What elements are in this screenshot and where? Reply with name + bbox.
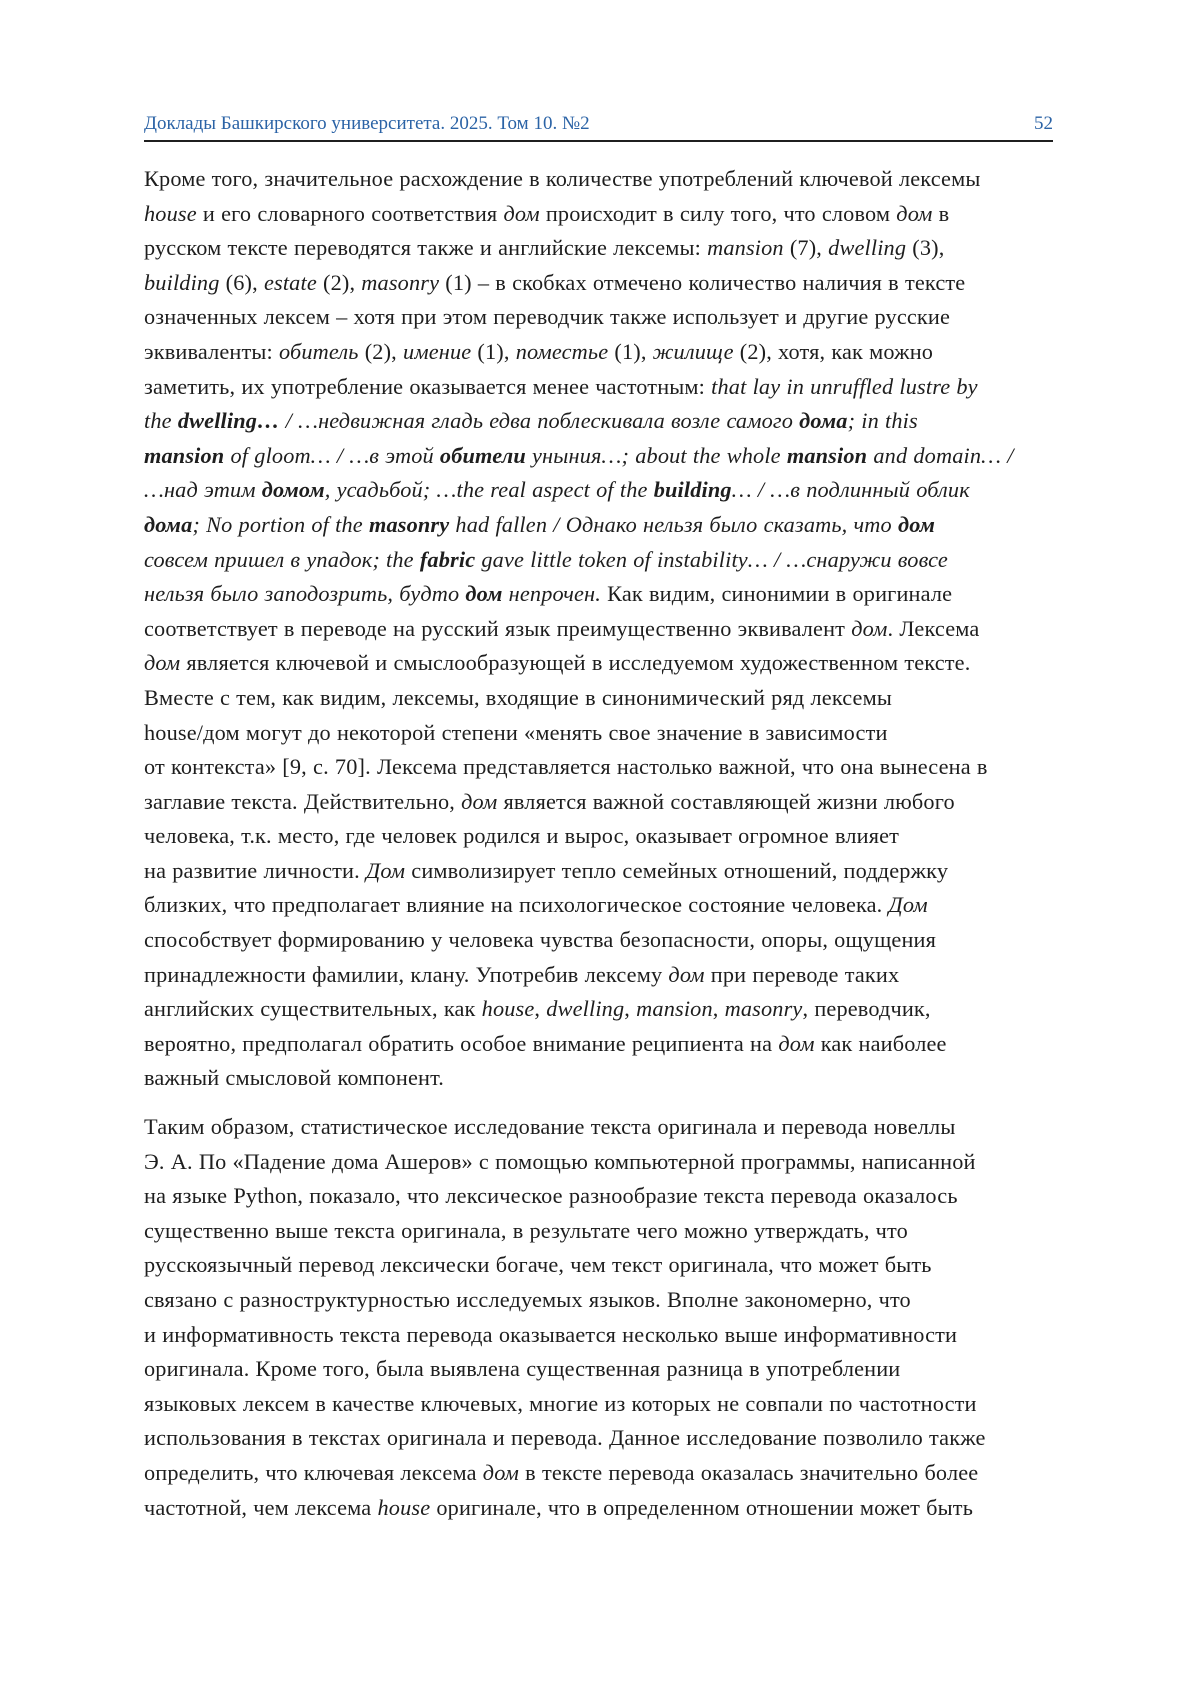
- italic-run: обитель: [279, 339, 359, 364]
- text-run: . Лексема: [887, 616, 979, 641]
- text-line: [144, 1318, 1074, 1353]
- bold-italic-run: обители: [440, 443, 526, 468]
- italic-run: …над этим: [144, 477, 262, 502]
- italic-run: dwelling: [828, 235, 906, 260]
- italic-run: house: [144, 201, 197, 226]
- text-run: эквиваленты:: [144, 339, 279, 364]
- text-run: (7),: [784, 235, 828, 260]
- text-line: [144, 1248, 1074, 1283]
- text-run: на языке Python, показало, что лексическое разнообразие текста перевода оказалось: [144, 1183, 958, 1208]
- text-run: (2),: [359, 339, 403, 364]
- text-line: [144, 750, 1074, 785]
- text-line: [144, 473, 1074, 508]
- paragraph: [144, 162, 1074, 1096]
- italic-run: дом: [668, 962, 704, 987]
- text-run: является важной составляющей жизни любого: [497, 789, 954, 814]
- italic-run: / …недвижная гладь едва поблескивала возле самого: [280, 408, 800, 433]
- text-line: [144, 1491, 1074, 1526]
- italic-run: of gloom… / …в этой: [224, 443, 440, 468]
- italic-run: совсем пришел в упадок; the: [144, 547, 420, 572]
- italic-run: дом: [144, 650, 180, 675]
- text-run: заметить, их употребление оказывается менее частотным:: [144, 374, 711, 399]
- text-run: на развитие личности.: [144, 858, 366, 883]
- text-run: (3),: [906, 235, 944, 260]
- text-line: [144, 785, 1074, 820]
- text-line: [144, 646, 1074, 681]
- bold-italic-run: дома: [799, 408, 847, 433]
- italic-run: дом: [503, 201, 539, 226]
- text-run: (6),: [220, 270, 264, 295]
- text-line: [144, 681, 1074, 716]
- text-line: [144, 335, 1074, 370]
- italic-run: house: [377, 1495, 430, 1520]
- text-line: [144, 1352, 1074, 1387]
- text-run: русскоязычный перевод лексически богаче, чем текст оригинала, что может быть: [144, 1252, 932, 1277]
- text-run: символизирует тепло семейных отношений, поддержку: [405, 858, 948, 883]
- text-line: [144, 958, 1074, 993]
- text-line: [144, 543, 1074, 578]
- italic-run: жилище: [653, 339, 734, 364]
- italic-run: ; No portion of the: [192, 512, 369, 537]
- text-run: Таким образом, статистическое исследование текста оригинала и перевода новеллы: [144, 1114, 955, 1139]
- text-line: [144, 231, 1074, 266]
- italic-run: имение: [403, 339, 471, 364]
- text-run: в тексте перевода оказалась значительно более: [519, 1460, 978, 1485]
- italic-run: and domain… /: [867, 443, 1013, 468]
- text-run: (1),: [608, 339, 652, 364]
- text-line: [144, 612, 1074, 647]
- text-line: [144, 1027, 1074, 1062]
- italic-run: Дом: [889, 892, 928, 917]
- text-run: как наиболее: [815, 1031, 947, 1056]
- italic-run: дом: [851, 616, 887, 641]
- text-run: использования в текстах оригинала и перевода. Данное исследование позволило также: [144, 1425, 986, 1450]
- bold-italic-run: домом: [262, 477, 325, 502]
- italic-run: the: [144, 408, 178, 433]
- text-run: означенных лексем – хотя при этом переводчик также использует и другие русские: [144, 304, 950, 329]
- text-run: является ключевой и смыслообразующей в исследуемом художественном тексте.: [180, 650, 970, 675]
- text-run: ,: [713, 996, 725, 1021]
- bold-italic-run: masonry: [369, 512, 449, 537]
- text-run: происходит в силу того, что словом: [540, 201, 897, 226]
- text-run: человека, т.к. место, где человек родился и вырос, оказывает огромное влияет: [144, 823, 899, 848]
- italic-run: поместье: [516, 339, 609, 364]
- italic-run: Дом: [366, 858, 405, 883]
- text-line: [144, 439, 1074, 474]
- text-run: оригинале, что в определенном отношении может быть: [430, 1495, 973, 1520]
- italic-run: masonry: [361, 270, 439, 295]
- journal-title: Доклады Башкирского университета. 2025. Том 10. №2: [144, 113, 590, 135]
- bold-italic-run: дом: [898, 512, 935, 537]
- text-run: языковых лексем в качестве ключевых, многие из которых не совпали по частотности: [144, 1391, 977, 1416]
- text-run: соответствует в переводе на русский язык преимущественно эквивалент: [144, 616, 851, 641]
- text-run: , переводчик,: [802, 996, 930, 1021]
- italic-run: mansion: [636, 996, 713, 1021]
- italic-run: непрочен.: [503, 581, 601, 606]
- article-body: [144, 162, 1074, 1525]
- italic-run: masonry: [725, 996, 803, 1021]
- text-line: [144, 923, 1074, 958]
- text-line: [144, 1387, 1074, 1422]
- text-run: английских существительных, как: [144, 996, 482, 1021]
- text-run: house/дом могут до некоторой степени «менять свое значение в зависимости: [144, 720, 888, 745]
- text-run: определить, что ключевая лексема: [144, 1460, 483, 1485]
- bold-italic-run: dwelling…: [178, 408, 280, 433]
- text-run: Вместе с тем, как видим, лексемы, входящие в синонимический ряд лексемы: [144, 685, 892, 710]
- text-run: принадлежности фамилии, клану. Употребив лексему: [144, 962, 668, 987]
- italic-run: dwelling: [546, 996, 624, 1021]
- italic-run: had fallen / Однако нельзя было сказать, что: [449, 512, 898, 537]
- italic-run: нельзя было заподозрить, будто: [144, 581, 465, 606]
- text-line: [144, 162, 1074, 197]
- italic-run: house: [482, 996, 535, 1021]
- page-number: 52: [1034, 113, 1053, 135]
- italic-run: ; in this: [848, 408, 918, 433]
- text-line: [144, 1145, 1074, 1180]
- paragraph: [144, 1110, 1074, 1525]
- text-run: оригинала. Кроме того, была выявлена существенная разница в употреблении: [144, 1356, 900, 1381]
- italic-run: дом: [483, 1460, 519, 1485]
- text-run: близких, что предполагает влияние на психологическое состояние человека.: [144, 892, 889, 917]
- text-run: в: [933, 201, 950, 226]
- text-run: ,: [534, 996, 546, 1021]
- bold-italic-run: building: [654, 477, 732, 502]
- text-run: и его словарного соответствия: [197, 201, 504, 226]
- italic-run: дом: [461, 789, 497, 814]
- bold-italic-run: fabric: [420, 547, 475, 572]
- bold-italic-run: mansion: [787, 443, 867, 468]
- text-line: [144, 888, 1074, 923]
- text-line: [144, 370, 1074, 405]
- text-line: [144, 1421, 1074, 1456]
- text-line: [144, 1456, 1074, 1491]
- text-run: русском тексте переводятся также и английские лексемы:: [144, 235, 707, 260]
- italic-run: … / …в подлинный облик: [732, 477, 970, 502]
- text-run: при переводе таких: [705, 962, 900, 987]
- text-line: [144, 716, 1074, 751]
- bold-italic-run: mansion: [144, 443, 224, 468]
- text-line: [144, 819, 1074, 854]
- italic-run: уныния…; about the whole: [526, 443, 787, 468]
- text-run: связано с разноструктурностью исследуемых языков. Вполне закономерно, что: [144, 1287, 911, 1312]
- text-line: [144, 1110, 1074, 1145]
- text-line: [144, 197, 1074, 232]
- text-line: [144, 1061, 1074, 1096]
- text-line: [144, 1179, 1074, 1214]
- text-run: Э. А. По «Падение дома Ашеров» с помощью компьютерной программы, написанной: [144, 1149, 976, 1174]
- italic-run: building: [144, 270, 220, 295]
- text-line: [144, 266, 1074, 301]
- bold-italic-run: дом: [465, 581, 502, 606]
- text-run: ,: [624, 996, 636, 1021]
- italic-run: gave little token of instability… / …снаружи вовсе: [475, 547, 948, 572]
- text-run: вероятно, предполагал обратить особое внимание реципиента на: [144, 1031, 778, 1056]
- text-line: [144, 404, 1074, 439]
- italic-run: дом: [778, 1031, 814, 1056]
- running-header: [144, 113, 1053, 142]
- text-run: (1) – в скобках отмечено количество наличия в тексте: [439, 270, 965, 295]
- text-run: Кроме того, значительное расхождение в количестве употреблений ключевой лексемы: [144, 166, 980, 191]
- text-line: [144, 854, 1074, 889]
- text-run: (2), хотя, как можно: [734, 339, 933, 364]
- text-run: важный смысловой компонент.: [144, 1065, 444, 1090]
- text-run: существенно выше текста оригинала, в результате чего можно утверждать, что: [144, 1218, 908, 1243]
- italic-run: дом: [896, 201, 932, 226]
- text-run: частотной, чем лексема: [144, 1495, 377, 1520]
- italic-run: mansion: [707, 235, 784, 260]
- text-line: [144, 992, 1074, 1027]
- text-line: [144, 1214, 1074, 1249]
- text-line: [144, 508, 1074, 543]
- text-line: [144, 577, 1074, 612]
- text-line: [144, 1283, 1074, 1318]
- italic-run: , усадьбой; …the real aspect of the: [325, 477, 654, 502]
- text-run: заглавие текста. Действительно,: [144, 789, 461, 814]
- text-run: способствует формированию у человека чувства безопасности, опоры, ощущения: [144, 927, 936, 952]
- text-run: (2),: [317, 270, 361, 295]
- text-run: (1),: [471, 339, 515, 364]
- text-run: Как видим, синонимии в оригинале: [601, 581, 952, 606]
- bold-italic-run: дома: [144, 512, 192, 537]
- italic-run: that lay in unruffled lustre by: [711, 374, 978, 399]
- journal-page: [0, 0, 1200, 1697]
- text-line: [144, 300, 1074, 335]
- text-run: от контекста» [9, с. 70]. Лексема представляется настолько важной, что она вынесена в: [144, 754, 988, 779]
- italic-run: estate: [264, 270, 317, 295]
- text-run: и информативность текста перевода оказывается несколько выше информативности: [144, 1322, 957, 1347]
